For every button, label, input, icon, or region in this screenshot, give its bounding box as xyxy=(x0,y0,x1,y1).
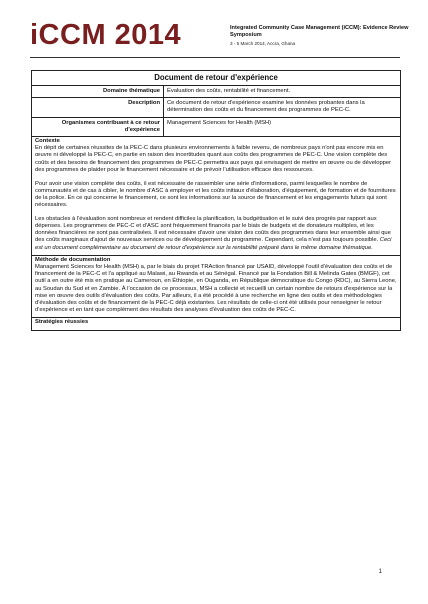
section-heading: Contexte xyxy=(35,138,60,145)
experience-form xyxy=(31,70,401,331)
section-methode xyxy=(32,256,400,319)
field-value: Ce document de retour d'expérience examine les données probantes dans la détermination des coûts et du financement des programmes de PEC-C. xyxy=(167,100,365,114)
field-value: Management Sciences for Health (MSH) xyxy=(167,119,272,126)
field-label: Description xyxy=(32,98,164,116)
paragraph: Management Sciences for Health (MSH) a, par le biais du projet TRAction financé par USAID, développé l'outil d'évaluation des coûts et de financement de la PEC-C et l'a appliqué au Malawi, au Rwanda et au Sénégal. Financé par la Fondation Bill & Melinda Gates (BMGF), cet outil a en outre été mis en pratique au Cameroun, en Éthiopie, en Ouganda, en République démocratique du Congo (RDC), au Sierra Leone, au Soudan du Sud et en Zambie. À l'occasion de ce processus, MSH a collecté et recueilli un certain nombre de retours d'expérience sur la mise en œuvre des outils d'évaluation des coûts. Par ailleurs, il a été procédé à une recherche en ligne des outils et des méthodologies d'évaluation des coûts et de financement de la PEC-C déjà existantes. Les résultats de celle-ci ont été utilisés pour renseigner le retour d'expérience et en tant que complément des résultats des analyses d'évaluation des coûts de PEC-C. xyxy=(35,264,397,314)
paragraph-text: Les obstacles à l'évaluation sont nombreux et rendent difficiles la planification, la budgétisation et le suivi des progrès par rapport aux dépenses. Les programmes de PEC-C et d'ASC sont fréquemment financés par le biais de budgets et de donateurs multiples, et les données financières ne sont pas centralisées. Il est nécessaire d'avoir une vision des coûts des programmes dans leur ensemble ainsi que des coûts marginaux d'ajout de nouveaux services ou de développement du programme. Cependant, cela n'est pas toujours possible. xyxy=(35,215,391,244)
section-contexte xyxy=(32,137,400,256)
event-title: Integrated Community Case Management (iCCM): Evidence Review Symposium xyxy=(230,25,409,38)
field-row-domaine xyxy=(32,86,400,98)
section-strategies xyxy=(32,318,400,329)
section-heading: Méthode de documentation xyxy=(35,256,111,263)
field-label: Organismes contribuant à ce retour d'expérience xyxy=(32,118,164,136)
paragraph-italic-note: Ceci est un document complémentaire au document de retour d'expérience sur la rentabilité préparé dans le même domaine thématique. xyxy=(35,237,392,251)
field-label: Domaine thématique xyxy=(32,86,164,97)
paragraph xyxy=(35,216,397,252)
iccm-logo: iCCM 2014 xyxy=(30,19,182,51)
field-row-description xyxy=(32,98,400,117)
paragraph: Pour avoir une vision complète des coûts, il est nécessaire de rassembler une série d'informations, parmi lesquelles le nombre de communautés et de cas à cibler, le nombre d'ASC à employer et les coûts initiaux d'élaboration, d'équipement, de formation et de fournitures de la police. En ce qui concerne le financement, ce sont les informations sur la source de financement et les engagements futurs qui sont nécessaires. xyxy=(35,180,396,209)
header-divider xyxy=(30,57,400,58)
paragraph: En dépit de certaines réussites de la PEC-C dans plusieurs environnements à faible revenu, de nombreux pays n'ont pas encore mis en œuvre ni développé la PEC-C, en partie en raison des incertitudes quant aux coûts des programmes de PEC-C. Une vision complète des coûts et des besoins de financement des programmes de PEC-C permettra aux pays qui envisagent de mettre en œuvre ou de développer des programmes de plaider pour le financement nécessaire et de prévoir l'utilisation efficace des ressources. xyxy=(35,145,392,173)
page-number: 1 xyxy=(378,569,382,575)
section-heading: Stratégies réussies xyxy=(35,319,89,326)
form-title: Document de retour d'expérience xyxy=(32,71,400,86)
field-value: Évaluation des coûts, rentabilité et financement. xyxy=(167,88,291,94)
field-row-organismes xyxy=(32,118,400,137)
event-subtitle: 3 - 5 March 2014, Accra, Ghana xyxy=(230,41,296,46)
